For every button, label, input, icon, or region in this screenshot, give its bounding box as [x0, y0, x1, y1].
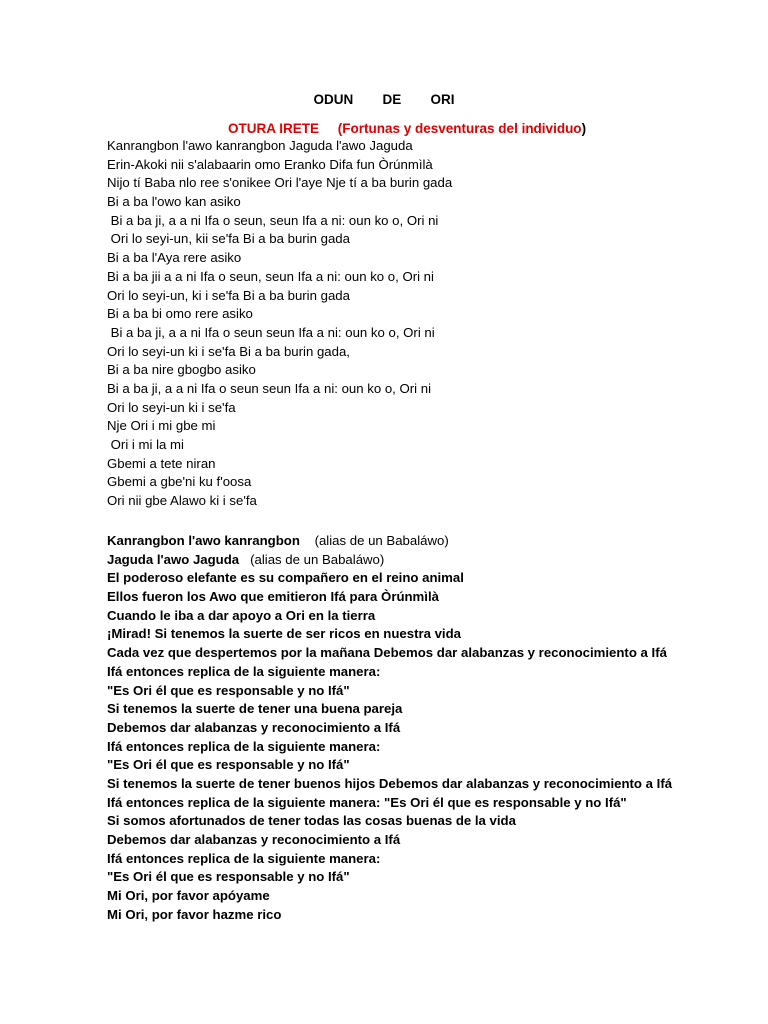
verse-line: Ifá entonces replica de la siguiente manera: [107, 738, 381, 754]
awo-name: Jaguda l'awo Jaguda [107, 551, 240, 567]
verse-line: "Es Ori él que es responsable y no Ifá" [107, 757, 350, 773]
verse-line: Ori lo seyi-un, ki i se'fa Bi a ba burin gada [107, 287, 350, 303]
verse-line: Ori i mi la mi [107, 437, 184, 452]
subtitle-gap [319, 121, 338, 136]
verse-line: Ori nii gbe Alawo ki i se'fa [107, 493, 257, 509]
verse-line: ¡Mirad! Si tenemos la suerte de ser ricos en nuestra vida [107, 626, 461, 642]
alias-note: (alias de un Babaláwo) [314, 533, 449, 548]
verse-line: Ifá entonces replica de la siguiente manera: "Es Ori él que es responsable y no Ifá" [107, 794, 627, 810]
verse-line: Mi Ori, por favor hazme rico [107, 906, 282, 922]
verse-line: "Es Ori él que es responsable y no Ifá" [107, 869, 350, 885]
verse-line: Erin-Akoki nii s'alabaarin omo Eranko Difa fun Òrúnmìlà [107, 156, 433, 172]
verse-line: Bi a ba bi omo rere asiko [107, 306, 253, 322]
verse-line: Bi a ba jii a a ni Ifa o seun, seun Ifa a ni: oun ko o, Ori ni [107, 268, 434, 284]
verse-line [107, 532, 747, 551]
awo-name: Kanrangbon l'awo kanrangbon [107, 533, 300, 548]
alias-note: (alias de un Babaláwo) [250, 551, 385, 567]
verse-line: Bi a ba ji, a a ni Ifa o seun, seun Ifa a ni: oun ko o, Ori ni [107, 212, 439, 228]
yoruba-verse [107, 137, 747, 511]
verse-line: Bi a ba nire gbogbo asiko [107, 362, 256, 378]
verse-line: Ori lo seyi-un ki i se'fa [107, 399, 236, 415]
subtitle-closing-paren: ) [581, 121, 587, 136]
verse-line: Gbemi a gbe'ni ku f'oosa [107, 474, 252, 490]
verse-line: Kanrangbon l'awo kanrangbon Jaguda l'awo Jaguda [107, 138, 413, 153]
alias-gap [239, 552, 250, 567]
verse-line: Debemos dar alabanzas y reconocimiento a Ifá [107, 719, 401, 735]
subtitle-description: (Fortunas y desventuras del individuo [337, 121, 582, 136]
verse-line: Ifá entonces replica de la siguiente manera: [107, 850, 381, 866]
verse-line: El poderoso elefante es su compañero en el reino animal [107, 570, 464, 586]
verse-line [107, 551, 747, 570]
verse-line: Cada vez que despertemos por la mañana Debemos dar alabanzas y reconocimiento a Ifá [107, 645, 667, 661]
spanish-translation [107, 532, 747, 924]
page-title: ODUN DE ORI [313, 92, 455, 107]
verse-line: Nijo tí Baba nlo ree s'onikee Ori l'aye Nje tí a ba burin gada [107, 175, 453, 191]
verse-line: Bi a ba l'Aya rere asiko [107, 250, 242, 266]
verse-line: Gbemi a tete niran [107, 455, 216, 471]
alias-gap [300, 533, 315, 548]
verse-line: Nje Ori i mi gbe mi [107, 418, 216, 434]
verse-line: Ori lo seyi-un ki i se'fa Bi a ba burin gada, [107, 343, 350, 359]
verse-line: Si somos afortunados de tener todas las cosas buenas de la vida [107, 813, 516, 829]
spanish-verse-lines [107, 569, 747, 924]
verse-line: "Es Ori él que es responsable y no Ifá" [107, 682, 350, 698]
verse-line: Mi Ori, por favor apóyame [107, 888, 270, 904]
verse-line: Bi a ba ji, a a ni Ifa o seun seun Ifa a ni: oun ko o, Ori ni [107, 324, 435, 340]
verse-line: Ifá entonces replica de la siguiente manera: [107, 663, 381, 679]
odu-name: OTURA IRETE [228, 121, 319, 136]
verse-line: Bi a ba ji, a a ni Ifa o seun seun Ifa a ni: oun ko o, Ori ni [107, 380, 432, 396]
verse-line: Si tenemos la suerte de tener una buena pareja [107, 701, 403, 717]
page-subtitle [228, 121, 586, 136]
verse-line: Si tenemos la suerte de tener buenos hijos Debemos dar alabanzas y reconocimiento a Ifá [107, 775, 673, 791]
verse-line: Cuando le iba a dar apoyo a Ori en la tierra [107, 607, 376, 623]
verse-line: Debemos dar alabanzas y reconocimiento a Ifá [107, 832, 401, 847]
verse-line: Ori lo seyi-un, kii se'fa Bi a ba burin gada [107, 231, 350, 247]
verse-line: Bi a ba l'owo kan asiko [107, 194, 241, 210]
verse-line: Ellos fueron los Awo que emitieron Ifá para Òrúnmìlà [107, 589, 439, 605]
